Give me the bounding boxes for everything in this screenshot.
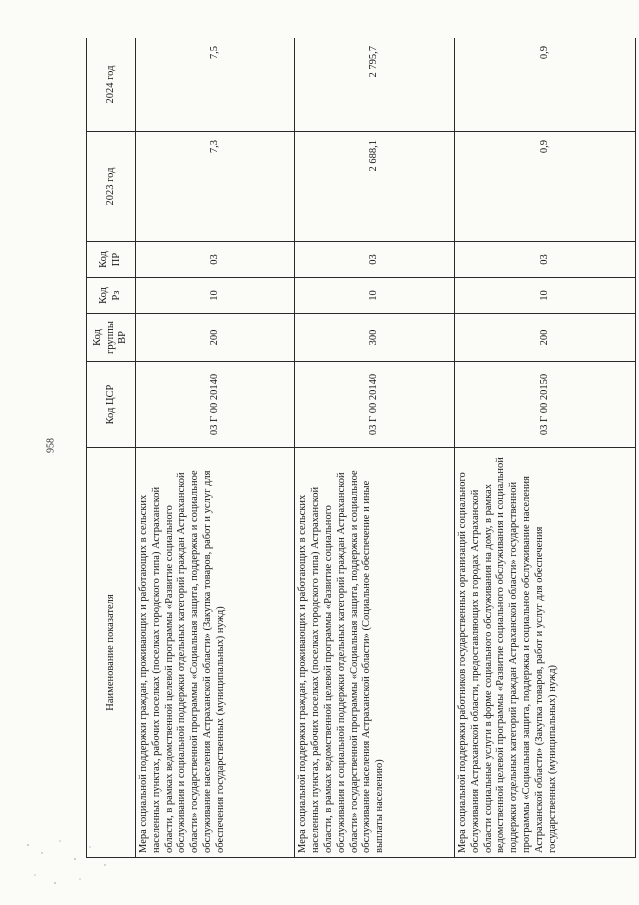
value-2024-cell: 2 795,7 — [295, 38, 454, 132]
budget-table — [86, 38, 636, 858]
indicator-name-cell: Мера социальной поддержки работников государственных организаций социального обслуживания Астраханской области, предоставляющих в городах Астраханской области социальные услуги в форме социального обслуживания на дому, в рамках ведомственной целевой программы «Развитие социального обслуживания и социальной поддержки отдельных категорий граждан Астраханской области» государственной программы «Социальная защита, поддержка и социальное обслуживание населения Астраханской области» (Закупка товаров, работ и услуг для обеспечения государственных (муниципальных) нужд) — [454, 448, 635, 858]
header-year-2024: 2024 год — [87, 38, 136, 132]
csr-code-cell: 03 Г 00 20140 — [136, 362, 295, 448]
table-row — [454, 38, 635, 858]
value-2024-cell: 0,9 — [454, 38, 635, 132]
vr-code-cell: 200 — [136, 314, 295, 362]
vr-code-cell: 300 — [295, 314, 454, 362]
vr-code-cell: 200 — [454, 314, 635, 362]
csr-code-cell: 03 Г 00 20150 — [454, 362, 635, 448]
header-csr-code: Код ЦСР — [87, 362, 136, 448]
table-row — [295, 38, 454, 858]
table-header-row — [87, 38, 136, 858]
rz-code-cell: 10 — [454, 278, 635, 314]
rz-code-cell: 10 — [136, 278, 295, 314]
value-2024-cell: 7,5 — [136, 38, 295, 132]
table-row — [136, 38, 295, 858]
value-2023-cell: 7,3 — [136, 132, 295, 242]
header-rz-code: Код Рз — [87, 278, 136, 314]
value-2023-cell: 2 688,1 — [295, 132, 454, 242]
header-indicator-name: Наименование показателя — [87, 448, 136, 858]
header-vr-group-code: Код группы ВР — [87, 314, 136, 362]
pr-code-cell: 03 — [454, 242, 635, 278]
indicator-name-cell: Мера социальной поддержки граждан, проживающих и работающих в сельских населенных пунктах, рабочих поселках (поселках городского типа) Астраханской области, в рамках ведомственной целевой программы «Развитие социального обслуживания и социальной поддержки отдельных категорий граждан Астраханской области» государственной программы «Социальная защита, поддержка и социальное обслуживание населения Астраханской области» (Закупка товаров, работ и услуг для обеспечения государственных (муниципальных) нужд) — [136, 448, 295, 858]
page-number: 958 — [45, 438, 57, 453]
indicator-name-cell: Мера социальной поддержки граждан, проживающих и работающих в сельских населенных пунктах, рабочих поселках (поселках городского типа) Астраханской области, в рамках ведомственной целевой программы «Развитие социального обслуживания и социальной поддержки отдельных категорий граждан Астраханской области» государственной программы «Социальная защита, поддержка и социальное обслуживание населения Астраханской области» (Социальное обеспечение и иные выплаты населению) — [295, 448, 454, 858]
value-2023-cell: 0,9 — [454, 132, 635, 242]
rz-code-cell: 10 — [295, 278, 454, 314]
rotated-table-container — [86, 38, 636, 858]
pr-code-cell: 03 — [136, 242, 295, 278]
pr-code-cell: 03 — [295, 242, 454, 278]
rotated-table-wrapper — [86, 38, 636, 858]
scan-marks — [20, 835, 120, 895]
header-year-2023: 2023 год — [87, 132, 136, 242]
csr-code-cell: 03 Г 00 20140 — [295, 362, 454, 448]
header-pr-code: Код ПР — [87, 242, 136, 278]
